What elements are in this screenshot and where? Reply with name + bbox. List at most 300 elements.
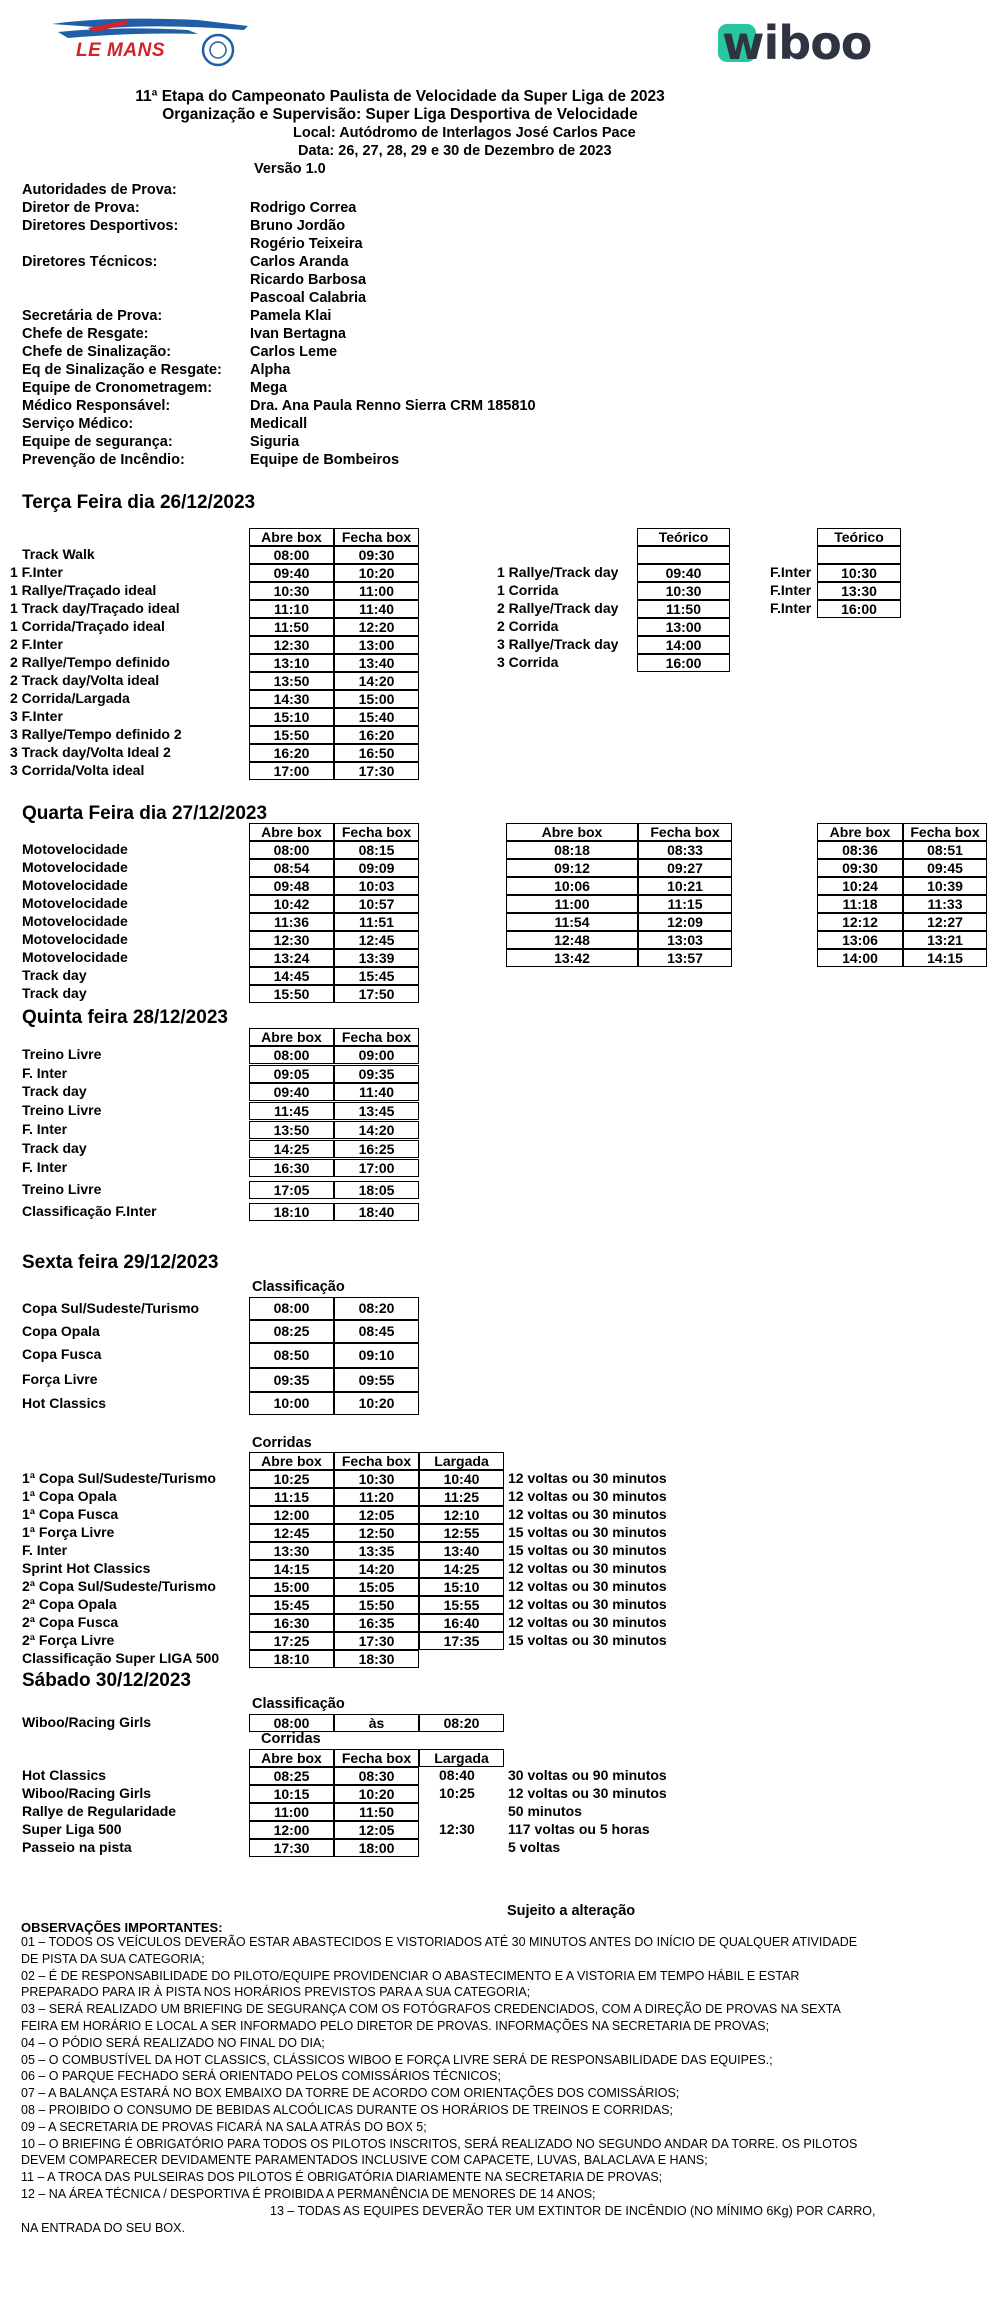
observation-line: 12 – NA ÁREA TÉCNICA / DESPORTIVA É PROIBIDA A PERMANÊNCIA DE MENORES DE 14 ANOS; [21,2187,596,2201]
wednesday-activity: Motovelocidade [22,949,128,965]
observation-line: NA ENTRADA DO SEU BOX. [21,2220,185,2235]
col-header-abre: Abre box [249,1749,334,1767]
time-cell: 08:00 [249,841,334,859]
time-cell: 10:40 [419,1470,504,1488]
time-cell: 12:00 [249,1821,334,1839]
staff-name: Pamela Klai [250,308,332,324]
time-cell: 08:54 [249,859,334,877]
friday-race: 2ª Copa Sul/Sudeste/Turismo [22,1578,216,1594]
time-cell: 08:20 [334,1297,419,1320]
observation-line: 06 – O PARQUE FECHADO SERÁ ORIENTADO PELOS COMISSÁRIOS TÉCNICOS; [21,2069,501,2084]
connector-cell: às [334,1714,419,1732]
tuesday-activity: 2 Track day/Volta ideal [10,672,160,688]
observation-line: 07 – A BALANÇA ESTARÁ NO BOX EMBAIXO DA TORRE DE ACORDO COM ORIENTAÇÕES DOS COMISSÁRIOS; [21,2086,680,2101]
time-cell: 10:20 [334,564,419,582]
observation-line: 05 – O COMBUSTÍVEL DA HOT CLASSICS, CLÁSSICOS WIBOO E FORÇA LIVRE SERÁ DE RESPONSABILIDADE DAS EQUIPES.; [21,2052,773,2067]
time-cell: 09:27 [638,859,732,877]
staff-name: Ricardo Barbosa [250,272,367,288]
teorico-time: 10:30 [817,564,901,582]
tuesday-activity: 1 F.Inter [10,564,63,580]
tuesday-title: Terça Feira dia 26/12/2023 [22,492,256,513]
time-cell: 09:30 [817,859,903,877]
staff-role: Diretores Desportivos: [22,218,179,234]
time-cell: 12:48 [506,931,638,949]
time-cell: 12:09 [638,913,732,931]
time-cell: 18:10 [249,1650,334,1668]
start-time: 08:40 [439,1767,475,1783]
friday-race: 2ª Força Livre [22,1632,115,1648]
time-cell: 11:50 [249,618,334,636]
time-cell: 13:42 [506,949,638,967]
staff-name: Carlos Leme [250,344,338,360]
saturday-race: Super Liga 500 [22,1821,122,1837]
time-cell: 13:39 [334,949,419,967]
teorico-time: 16:00 [817,600,901,618]
saturday-race: Wiboo/Racing Girls [22,1785,151,1801]
time-cell: 17:05 [249,1181,334,1199]
race-length: 12 voltas ou 30 minutos [508,1470,667,1486]
time-cell: 08:00 [249,1714,334,1732]
race-length: 12 voltas ou 30 minutos [508,1506,667,1522]
time-cell: 13:40 [419,1542,504,1560]
thursday-activity: Treino Livre [22,1102,102,1118]
time-cell: 11:00 [249,1803,334,1821]
observation-line: 10 – O BRIEFING É OBRIGATÓRIO PARA TODOS OS PILOTOS INSCRITOS, SERÁ REALIZADO NO SEGUNDO ANDAR DA TORRE. OS PILOTOS [21,2136,858,2151]
teorico-finter: F.Inter [770,582,812,598]
col-header-abre: Abre box [249,1452,334,1470]
race-length: 5 voltas [508,1839,561,1855]
tuesday-activity: 1 Rallye/Traçado ideal [10,582,157,598]
race-length: 12 voltas ou 30 minutos [508,1785,667,1801]
thursday-activity: Classificação F.Inter [22,1203,157,1219]
time-cell: 16:25 [334,1140,419,1158]
time-cell: 18:10 [249,1203,334,1221]
time-cell: 10:21 [638,877,732,895]
time-cell: 14:25 [419,1560,504,1578]
time-cell: 08:50 [249,1343,334,1368]
time-cell: 12:00 [249,1506,334,1524]
time-cell: 12:20 [334,618,419,636]
observation-line: 01 – TODOS OS VEÍCULOS DEVERÃO ESTAR ABASTECIDOS E VISTORIADOS ATÉ 30 MINUTOS ANTES DO INÍCIO DE QUALQUER ATIVIDADE [21,1935,858,1949]
teorico-time: 11:50 [637,600,730,618]
time-cell: 10:42 [249,895,334,913]
teorico-time: 16:00 [637,654,730,672]
race-length: 12 voltas ou 30 minutos [508,1560,667,1576]
time-cell: 08:25 [249,1767,334,1785]
observation-line: FEIRA EM HORÁRIO E LOCAL A SER INFORMADO PELO DIRETOR DE PROVAS. INFORMAÇÕES NA SECRETARIA DE PROVAS; [21,2019,770,2033]
time-cell: 17:30 [334,1632,419,1650]
wiboo-wordmark: wiboo [722,16,872,70]
lemans-wordmark: LE MANS [76,40,165,61]
race-length: 15 voltas ou 30 minutos [508,1542,667,1558]
teorico-header-2: Teórico [817,528,901,546]
time-cell: 09:40 [249,1083,334,1101]
teorico-activity: 2 Corrida [497,618,559,634]
time-cell: 13:57 [638,949,732,967]
time-cell: 13:50 [249,1121,334,1139]
thursday-activity: F. Inter [22,1065,68,1081]
staff-role: Autoridades de Prova: [22,182,177,198]
time-cell: 09:35 [334,1065,419,1083]
time-cell: 09:12 [506,859,638,877]
time-cell: 12:45 [249,1524,334,1542]
time-cell: 09:30 [334,546,419,564]
col-header-fecha: Fecha box [334,1749,419,1767]
time-cell: 11:15 [638,895,732,913]
time-cell: 08:45 [334,1320,419,1343]
teorico-finter: F.Inter [770,564,812,580]
time-cell: 10:03 [334,877,419,895]
time-cell: 14:20 [334,672,419,690]
time-cell: 10:30 [334,1470,419,1488]
race-length: 50 minutos [508,1803,582,1819]
friday-race: Sprint Hot Classics [22,1560,151,1576]
staff-role: Equipe de segurança: [22,434,173,450]
time-cell: 15:00 [334,690,419,708]
time-cell: 11:45 [249,1102,334,1120]
time-cell: 08:30 [334,1767,419,1785]
thursday-activity: Track day [22,1140,87,1156]
tuesday-activity: 1 Track day/Traçado ideal [10,600,180,616]
thursday-activity: F. Inter [22,1159,68,1175]
teorico-time: 13:00 [637,618,730,636]
staff-name: Bruno Jordão [250,218,346,234]
time-cell: 18:30 [334,1650,419,1668]
staff-role: Diretor de Prova: [22,200,140,216]
time-cell: 12:45 [334,931,419,949]
friday-classif-category: Força Livre [22,1371,98,1387]
time-cell: 11:40 [334,1083,419,1101]
time-cell: 10:15 [249,1785,334,1803]
time-cell: 09:09 [334,859,419,877]
race-length: 12 voltas ou 30 minutos [508,1578,667,1594]
time-cell: 15:05 [334,1578,419,1596]
col-header-abre: Abre box [506,823,638,841]
time-cell: 08:00 [249,1046,334,1064]
time-cell: 11:10 [249,600,334,618]
time-cell: 09:48 [249,877,334,895]
staff-name: Equipe de Bombeiros [250,452,400,468]
time-cell: 14:20 [334,1560,419,1578]
time-cell: 11:50 [334,1803,419,1821]
time-cell: 16:40 [419,1614,504,1632]
teorico-time: 09:40 [637,564,730,582]
staff-role: Serviço Médico: [22,416,134,432]
staff-role: Diretores Técnicos: [22,254,158,270]
friday-race: F. Inter [22,1542,68,1558]
time-cell: 08:00 [249,546,334,564]
time-cell: 11:15 [249,1488,334,1506]
race-length: 15 voltas ou 30 minutos [508,1524,667,1540]
staff-role: Eq de Sinalização e Resgate: [22,362,222,378]
observation-line: 02 – É DE RESPONSABILIDADE DO PILOTO/EQUIPE PROVIDENCIAR O ABASTECIMENTO E A VISTORIA EM TEMPO HÁBIL E ESTAR [21,1968,800,1983]
saturday-classif-category: Wiboo/Racing Girls [22,1714,151,1730]
col-header-abre: Abre box [249,1028,334,1046]
thursday-activity: Treino Livre [22,1046,102,1062]
observation-line: PREPARADO PARA IR À PISTA NOS HORÁRIOS PREVISTOS PARA A SUA CATEGORIA; [21,1985,531,2000]
teorico-blank-2 [817,546,901,564]
time-cell: 17:30 [334,762,419,780]
time-cell: 12:12 [817,913,903,931]
wednesday-activity: Track day [22,985,87,1001]
tuesday-activity: 2 Corrida/Largada [10,690,130,706]
wednesday-activity: Motovelocidade [22,841,128,857]
time-cell: 08:15 [334,841,419,859]
staff-name: Pascoal Calabria [250,290,367,306]
time-cell: 11:33 [903,895,987,913]
time-cell: 10:57 [334,895,419,913]
time-cell: 17:35 [419,1632,504,1650]
wednesday-activity: Motovelocidade [22,877,128,893]
wednesday-activity: Motovelocidade [22,931,128,947]
time-cell: 10:20 [334,1392,419,1415]
teorico-activity: 2 Rallye/Track day [497,600,619,616]
start-time: 12:30 [439,1821,475,1837]
corridas-label: Corridas [261,1731,321,1747]
teorico-time: 14:00 [637,636,730,654]
friday-classif-category: Copa Sul/Sudeste/Turismo [22,1300,200,1316]
time-cell: 12:27 [903,913,987,931]
time-cell: 13:45 [334,1102,419,1120]
time-cell: 11:40 [334,600,419,618]
staff-role: Prevenção de Incêndio: [22,452,185,468]
time-cell: 10:25 [249,1470,334,1488]
time-cell: 15:45 [249,1596,334,1614]
time-cell: 12:05 [334,1506,419,1524]
saturday-race: Hot Classics [22,1767,107,1783]
time-cell: 16:35 [334,1614,419,1632]
time-cell: 14:20 [334,1121,419,1139]
wednesday-activity: Motovelocidade [22,895,128,911]
time-cell: 10:39 [903,877,987,895]
wednesday-activity: Track day [22,967,87,983]
time-cell: 16:30 [249,1614,334,1632]
classif-label: Classificação [252,1279,345,1295]
time-cell: 08:36 [817,841,903,859]
friday-race: 2ª Copa Opala [22,1596,117,1612]
time-cell: 12:05 [334,1821,419,1839]
col-header-largada: Largada [419,1452,504,1470]
staff-name: Siguria [250,434,300,450]
teorico-activity: 1 Rallye/Track day [497,564,619,580]
time-cell: 15:10 [419,1578,504,1596]
thursday-activity: Track day [22,1083,87,1099]
time-cell: 13:00 [334,636,419,654]
observation-line: DE PISTA DA SUA CATEGORIA; [21,1951,205,1966]
staff-role: Chefe de Resgate: [22,326,149,342]
time-cell: 17:50 [334,985,419,1003]
time-cell: 08:51 [903,841,987,859]
time-cell: 09:00 [334,1046,419,1064]
time-cell: 13:24 [249,949,334,967]
staff-name: Rodrigo Correa [250,200,357,216]
time-cell: 11:36 [249,913,334,931]
time-cell: 09:35 [249,1368,334,1392]
time-cell: 15:50 [249,726,334,744]
event-location: Local: Autódromo de Interlagos José Carlos Pace [293,125,636,141]
time-cell: 18:00 [334,1839,419,1857]
time-cell: 16:30 [249,1159,334,1177]
tuesday-activity: 3 F.Inter [10,708,63,724]
friday-race: 1ª Força Livre [22,1524,115,1540]
time-cell: 15:50 [249,985,334,1003]
time-cell: 13:03 [638,931,732,949]
race-length: 12 voltas ou 30 minutos [508,1596,667,1612]
time-cell: 15:00 [249,1578,334,1596]
time-cell: 17:25 [249,1632,334,1650]
time-cell: 14:00 [817,949,903,967]
time-cell: 09:45 [903,859,987,877]
time-cell: 10:20 [334,1785,419,1803]
friday-race: Classificação Super LIGA 500 [22,1650,220,1666]
friday-race: 1ª Copa Fusca [22,1506,119,1522]
time-cell: 12:30 [249,931,334,949]
col-header-fecha: Fecha box [334,823,419,841]
time-cell: 15:10 [249,708,334,726]
col-header-abre: Abre box [249,528,334,546]
time-cell: 11:00 [506,895,638,913]
col-header-abre: Abre box [817,823,903,841]
event-organization: Organização e Supervisão: Super Liga Desportiva de Velocidade [162,106,638,123]
race-length: 117 voltas ou 5 horas [508,1821,650,1837]
wednesday-activity: Motovelocidade [22,913,128,929]
time-cell: 13:06 [817,931,903,949]
time-cell: 09:10 [334,1343,419,1368]
time-cell: 12:55 [419,1524,504,1542]
time-cell: 13:50 [249,672,334,690]
time-cell: 13:40 [334,654,419,672]
time-cell: 13:30 [249,1542,334,1560]
time-cell: 13:21 [903,931,987,949]
time-cell: 09:55 [334,1368,419,1392]
event-version: Versão 1.0 [254,161,326,177]
subject-to-change: Sujeito a alteração [507,1903,636,1919]
time-cell: 11:00 [334,582,419,600]
tuesday-activity: 3 Track day/Volta Ideal 2 [10,744,171,760]
time-cell: 11:20 [334,1488,419,1506]
col-header-fecha: Fecha box [334,528,419,546]
time-cell: 09:05 [249,1065,334,1083]
time-cell: 17:00 [334,1159,419,1177]
time-cell: 10:00 [249,1392,334,1415]
time-cell: 15:50 [334,1596,419,1614]
time-cell: 18:05 [334,1181,419,1199]
staff-name: Rogério Teixeira [250,236,363,252]
friday-race: 1ª Copa Opala [22,1488,117,1504]
observation-line: 09 – A SECRETARIA DE PROVAS FICARÁ NA SALA ATRÁS DO BOX 5; [21,2119,427,2134]
time-cell: 11:54 [506,913,638,931]
time-cell: 14:15 [903,949,987,967]
staff-role: Equipe de Cronometragem: [22,380,213,396]
teorico-finter: F.Inter [770,600,812,616]
teorico-activity: 3 Corrida [497,654,559,670]
time-cell: 11:25 [419,1488,504,1506]
time-cell: 08:20 [419,1714,504,1732]
event-dates: Data: 26, 27, 28, 29 e 30 de Dezembro de 2023 [298,143,612,159]
classif-label: Classificação [252,1696,345,1712]
time-cell: 09:40 [249,564,334,582]
friday-classif-category: Copa Opala [22,1323,100,1339]
time-cell: 15:45 [334,967,419,985]
observation-line: DEVEM COMPARECER DEVIDAMENTE PARAMENTADOS INCLUSIVE COM CAPACETE, LUVAS, BALACLAVA E HANS; [21,2153,708,2168]
tuesday-activity: 1 Corrida/Traçado ideal [10,618,165,634]
time-cell: 11:18 [817,895,903,913]
staff-role: Secretária de Prova: [22,308,163,324]
race-length: 12 voltas ou 30 minutos [508,1614,667,1630]
wednesday-activity: Motovelocidade [22,859,128,875]
time-cell: 17:30 [249,1839,334,1857]
friday-classif-category: Copa Fusca [22,1346,102,1362]
teorico-header-1: Teórico [637,528,730,546]
observations-title: OBSERVAÇÕES IMPORTANTES: [21,1920,223,1935]
teorico-activity: 3 Rallye/Track day [497,636,619,652]
corridas-label: Corridas [252,1435,312,1451]
saturday-race: Passeio na pista [22,1839,132,1855]
time-cell: 17:00 [249,762,334,780]
observation-line: 13 – TODAS AS EQUIPES DEVERÃO TER UM EXTINTOR DE INCÊNDIO (NO MÍNIMO 6Kg) POR CARRO, [270,2203,876,2218]
tuesday-activity: 3 Rallye/Tempo definido 2 [10,726,182,742]
time-cell: 13:10 [249,654,334,672]
staff-role: Médico Responsável: [22,398,171,414]
time-cell: 10:24 [817,877,903,895]
thursday-activity: Treino Livre [22,1181,102,1197]
observation-line: 04 – O PÓDIO SERÁ REALIZADO NO FINAL DO DIA; [21,2035,325,2050]
race-length: 15 voltas ou 30 minutos [508,1632,667,1648]
staff-name: Carlos Aranda [250,254,349,270]
time-cell: 14:15 [249,1560,334,1578]
time-cell: 12:30 [249,636,334,654]
time-cell: 14:25 [249,1140,334,1158]
wednesday-title: Quarta Feira dia 27/12/2023 [22,803,268,824]
col-header-largada: Largada [419,1749,504,1767]
teorico-time: 13:30 [817,582,901,600]
time-cell: 08:33 [638,841,732,859]
time-cell: 16:20 [249,744,334,762]
time-cell: 10:06 [506,877,638,895]
time-cell: 12:10 [419,1506,504,1524]
time-cell: 15:40 [334,708,419,726]
time-cell: 16:50 [334,744,419,762]
friday-title: Sexta feira 29/12/2023 [22,1252,219,1273]
time-cell: 08:25 [249,1320,334,1343]
thursday-title: Quinta feira 28/12/2023 [22,1007,228,1028]
time-cell: 12:50 [334,1524,419,1542]
thursday-activity: F. Inter [22,1121,68,1137]
time-cell: 18:40 [334,1203,419,1221]
time-cell: 08:18 [506,841,638,859]
tuesday-activity: 3 Corrida/Volta ideal [10,762,145,778]
staff-name: Alpha [250,362,291,378]
tuesday-activity: Track Walk [22,546,95,562]
friday-race: 2ª Copa Fusca [22,1614,119,1630]
observation-line: 03 – SERÁ REALIZADO UM BRIEFING DE SEGURANÇA COM OS FOTÓGRAFOS CREDENCIADOS, COM A DIREÇÃO DE PROVAS NA SEXTA [21,2002,841,2017]
time-cell: 08:00 [249,1297,334,1320]
tuesday-activity: 2 F.Inter [10,636,63,652]
start-time: 10:25 [439,1785,475,1801]
race-length: 30 voltas ou 90 minutos [508,1767,667,1783]
teorico-activity: 1 Corrida [497,582,559,598]
col-header-fecha: Fecha box [638,823,732,841]
staff-name: Dra. Ana Paula Renno Sierra CRM 185810 [250,398,536,414]
observation-line: 11 – A TROCA DAS PULSEIRAS DOS PILOTOS É OBRIGATÓRIA DIARIAMENTE NA SECRETARIA DE PROVAS; [21,2170,663,2185]
teorico-blank-1 [637,546,730,564]
time-cell: 16:20 [334,726,419,744]
event-title: 11ª Etapa do Campeonato Paulista de Velocidade da Super Liga de 2023 [135,88,665,105]
observation-line: 08 – PROIBIDO O CONSUMO DE BEBIDAS ALCOÓLICAS DURANTE OS HORÁRIOS DE TREINOS E CORRIDAS; [21,2103,673,2117]
staff-name: Ivan Bertagna [250,326,346,342]
race-length: 12 voltas ou 30 minutos [508,1488,667,1504]
time-cell: 10:30 [249,582,334,600]
